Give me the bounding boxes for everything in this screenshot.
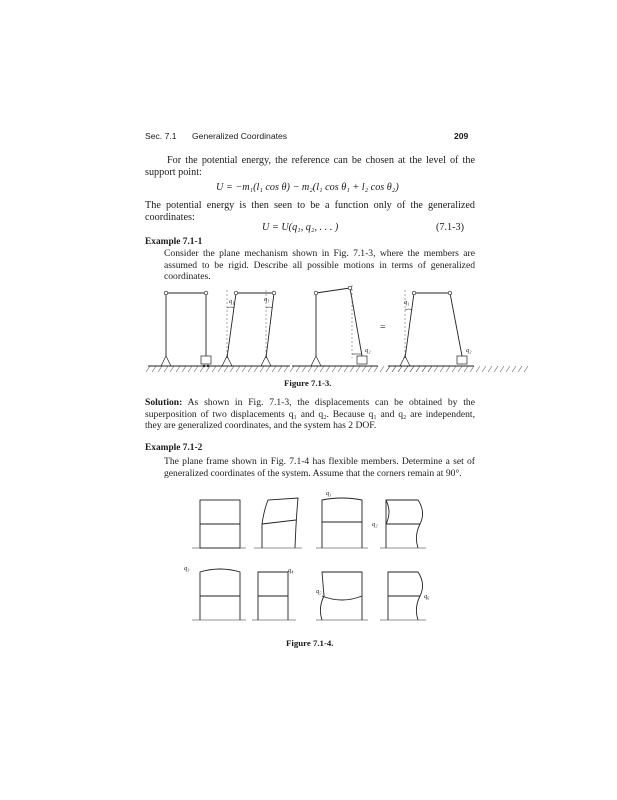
running-title: Generalized Coordinates [192, 131, 288, 141]
figure-label-q4: q₄ [288, 567, 294, 574]
frame-mode-q2 [316, 490, 368, 548]
frame-mode-q7 [380, 572, 430, 620]
mechanism-displaced-q2 [311, 285, 371, 366]
example-heading-1: Example 7.1-1 [145, 237, 203, 247]
frame-mode-q4 [184, 565, 246, 620]
frame-mode-q3 [372, 500, 426, 548]
figure-label-q6: q₆ [424, 593, 430, 600]
frame-mode-q5 [252, 567, 296, 620]
equation-potential-energy: U = −m₁(l₁ cos θ) − m₂(l₁ cos θ₁ + l₂ cos θ₂) [216, 182, 399, 193]
solution-paragraph [145, 397, 475, 432]
figure-label-q1-b: q₁ [264, 296, 270, 303]
example-heading-2: Example 7.1-2 [145, 443, 203, 453]
mechanism-combined [400, 290, 472, 366]
solution-text: As shown in Fig. 7.1-3, the displacements can be obtained by the superposition of two displacements q₁ and q₂. Because q₁ and q₂ are independent, they are generalized coordinates, and the system has 2 DOF. [145, 397, 475, 431]
figure-label-q5: q₅ [316, 588, 322, 595]
equals-sign: = [380, 322, 386, 333]
page-number: 209 [454, 131, 469, 141]
paragraph-potential-energy: For the potential energy, the reference can be chosen at the level of the support point: [145, 155, 475, 178]
example-text-1: Consider the plane mechanism shown in Fig. 7.1-3, where the members are assumed to be rigid. Describe all possible motions in terms of generalized coordinates. [164, 248, 475, 282]
section-number: Sec. 7.1 [145, 131, 177, 141]
figure-label-q1-c: q₁ [404, 299, 410, 306]
figure-label-q2-a: q₂ [365, 347, 371, 354]
frame-mode-q6 [316, 572, 368, 620]
solution-label: Solution: [145, 397, 183, 408]
figure-caption-7-1-3: Figure 7.1-3. [284, 378, 332, 388]
frame-undeformed [192, 500, 246, 548]
figure-label-q3: q₃ [184, 565, 190, 572]
paragraph-function-of-coordinates: The potential energy is then seen to be a function only of the generalized coordinates: [145, 200, 475, 223]
figure-label-q1-fig4: q₁ [326, 490, 332, 497]
equation-number: (7.1-3) [436, 222, 465, 233]
mechanism-original [161, 291, 211, 367]
frame-mode-q1 [254, 498, 302, 548]
figure-label-q1-a: q₁ [229, 298, 235, 305]
figure-label-q2-fig4: q₂ [372, 521, 378, 528]
example-text-2: The plane frame shown in Fig. 7.1-4 has flexible members. Determine a set of generalized coordinates of the system. Assume that the corners remain at 90°. [164, 456, 475, 479]
equation-7-1-3: U = U(q₁, q₂, . . . ) [262, 222, 339, 233]
figure-label-q2-b: q₂ [466, 347, 472, 354]
mechanism-displaced-q1 [222, 290, 276, 366]
figure-caption-7-1-4: Figure 7.1-4. [286, 638, 334, 648]
figure-7-1-4 [184, 490, 430, 620]
